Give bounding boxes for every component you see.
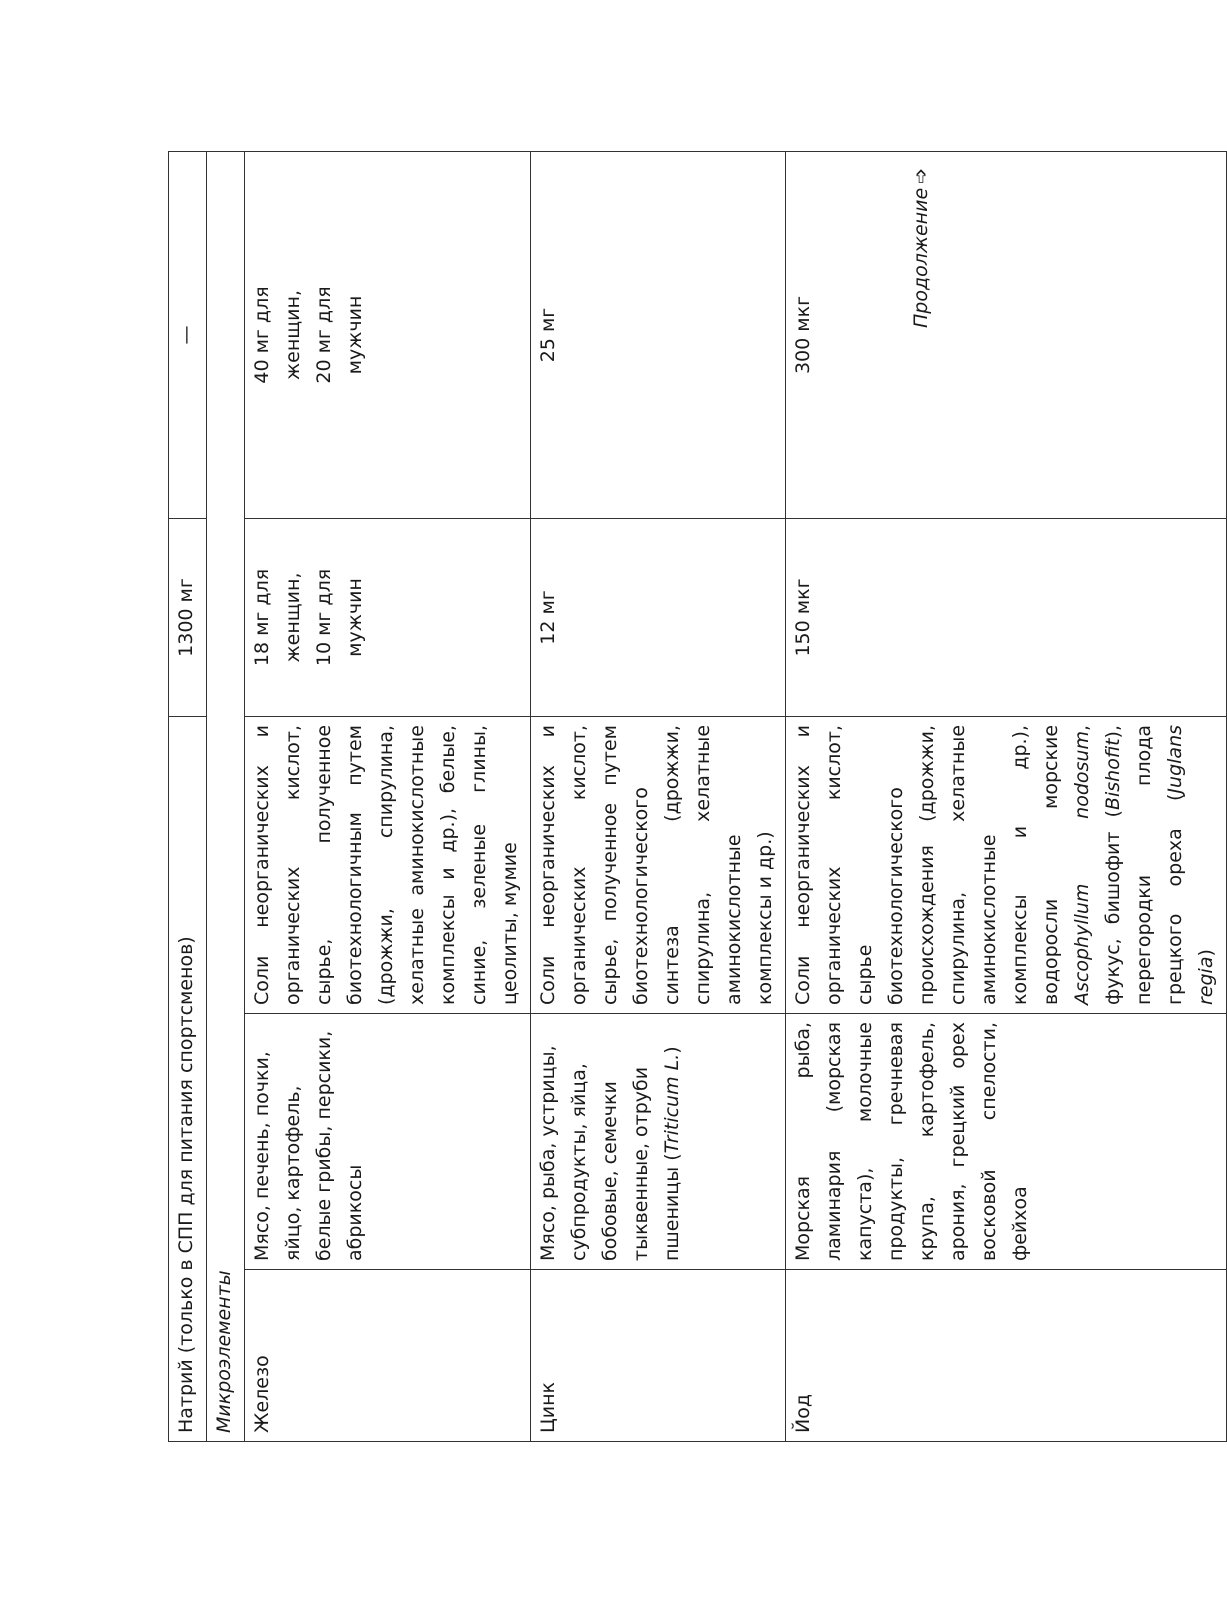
zinc-sources-close: ) <box>661 1046 683 1054</box>
iodine-forms-text: ), перегородки плода грецкого ореха ( <box>1102 724 1186 1005</box>
table-row-sodium <box>169 151 207 1441</box>
iron-upper-line: 40 мг для <box>251 286 273 384</box>
iron-rda-line: 10 мг для <box>313 568 335 667</box>
iron-forms: Соли неорганических и органических кислот, сырье, полученное биотехнологичным путем (дрожжи, спирулина, хелатные аминокислотные комплексы и др.), белые, синие, зеленые глины, цеолиты, мумие <box>245 716 531 1013</box>
nutrient-table <box>168 151 1227 1442</box>
iodine-forms-text: ) <box>1195 949 1217 957</box>
iodine-forms-text: , фукус, бишофит ( <box>1071 724 1124 1005</box>
continuation-text: Продолжение <box>910 187 932 328</box>
iodine-forms <box>786 716 1227 1013</box>
zinc-sources-text: Мясо, рыба, устрицы, субпродукты, яйца, бобовые, семечки тыквенные, отруби пшеницы ( <box>537 1045 683 1261</box>
iron-rda-line: мужчин <box>344 578 366 657</box>
table-row-iodine <box>786 151 1227 1441</box>
iron-upper-line: мужчин <box>344 295 366 375</box>
iodine-sources: Морская рыба, ламинария (морская капуста), молочные продукты, гречневая крупа, картофель, арония, грецкий орех восковой спелости, фейхоа <box>786 1014 1227 1270</box>
iodine-forms-latin: Bishofit <box>1102 738 1124 811</box>
iron-sources: Мясо, печень, почки, яйцо, картофель, белые грибы, персики, абрикосы <box>245 1014 531 1270</box>
sodium-label: Натрий (только в СПП для питания спортсменов) <box>169 716 207 1441</box>
iron-name: Железо <box>245 1270 531 1442</box>
iodine-upper: 300 мкг <box>786 151 1227 518</box>
iron-rda-line: женщин, <box>282 572 304 663</box>
table-row-zinc <box>531 151 786 1441</box>
zinc-forms: Соли неорганических и органических кислот, сырье, полученное путем биотехнологического синтеза (дрожжи, спирулина, хелатные аминокислотные комплексы и др.) <box>531 716 786 1013</box>
zinc-sources <box>531 1014 786 1270</box>
table-row-iron <box>245 151 531 1441</box>
continuation-note <box>910 168 932 328</box>
iodine-rda: 150 мкг <box>786 518 1227 716</box>
iodine-forms-latin: Ascophyllum nodosum <box>1071 731 1093 1005</box>
zinc-sources-latin: Triticum L. <box>661 1053 683 1154</box>
iodine-forms-text: Соли неорганических и органических кислот, сырье биотехнологического происхождения (дрожжи, спирулина, хелатные аминокислотные комплексы и др.), водоросли морские <box>792 724 1062 1005</box>
iron-upper-line: женщин, <box>282 290 304 380</box>
sodium-upper: — <box>169 151 207 518</box>
sodium-rda: 1300 мг <box>169 518 207 716</box>
zinc-name: Цинк <box>531 1270 786 1442</box>
table-row-section <box>207 151 245 1441</box>
arrow-right-icon: ➩ <box>910 167 932 184</box>
iodine-name: Йод <box>786 1270 1227 1442</box>
iron-rda-line: 18 мг для <box>251 568 273 667</box>
zinc-rda: 12 мг <box>531 518 786 716</box>
zinc-upper: 25 мг <box>531 151 786 518</box>
section-heading: Микроэлементы <box>207 151 245 1441</box>
iron-upper-line: 20 мг для <box>313 286 335 384</box>
iodine-forms-latin: Juglans regia <box>1164 724 1217 1005</box>
iron-rda <box>245 518 531 716</box>
iron-upper <box>245 151 531 518</box>
